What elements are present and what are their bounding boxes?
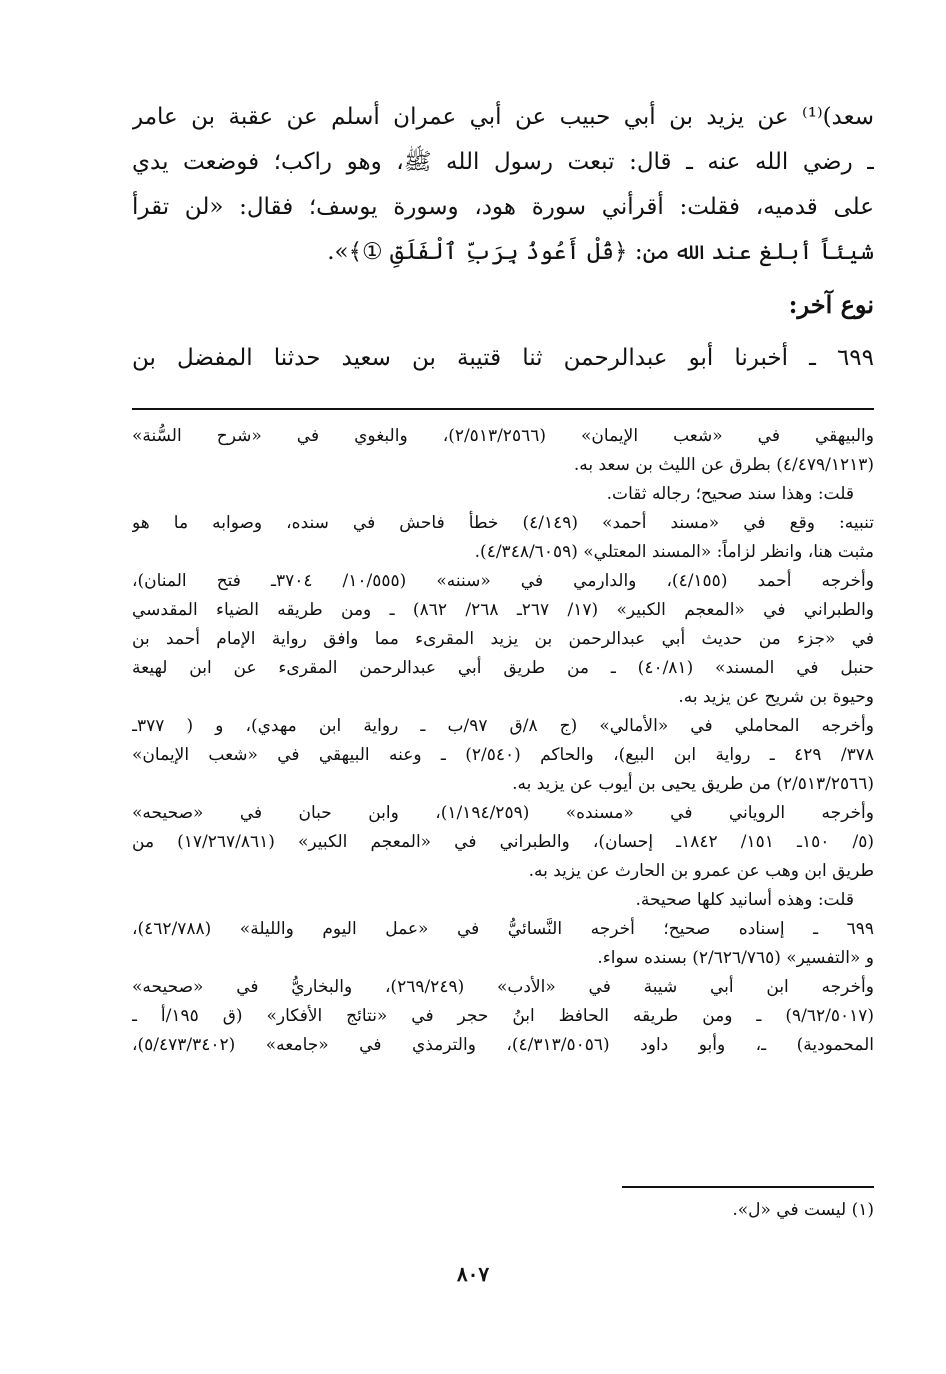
section-heading-block — [132, 282, 874, 327]
commentary — [132, 422, 874, 1060]
commentary-line: و «التفسير» (٢/٦٢٦/٧٦٥) بسنده سواء. — [597, 948, 874, 968]
commentary-line: (٥/ ١٥٠ـ ١٥١/ ١٨٤٢ـ إحسان)، والطبراني في «المعجم الكبير» (١٧/٢٦٧/٨٦١) من — [132, 832, 874, 852]
commentary-line: والطبراني في «المعجم الكبير» (١٧/ ٢٦٧ـ ٢٦٨/ ٨٦٢) ـ ومن طريقه الضياء المقدسي — [132, 600, 874, 620]
commentary-line: في «جزء من حديث أبي عبدالرحمن بن يزيد المقرىء مما وافق رواية الإمام أحمد بن — [132, 629, 874, 649]
footnote: (١) ليست في «ل». — [732, 1200, 874, 1220]
commentary-line: مثبت هنا، وانظر لزاماً: «المسند المعتلي» (٤/٣٤٨/٦٠٥٩). — [474, 542, 874, 562]
commentary-line: تنبيه: وقع في «مسند أحمد» (٤/١٤٩) خطأ فاحش في سنده، وصوابه ما هو — [132, 513, 874, 533]
commentary-line: والبيهقي في «شعب الإيمان» (٢/٥١٣/٢٥٦٦)، والبغوي في «شرح السُّنة» — [132, 426, 874, 446]
commentary-line: (٤/٤٧٩/١٢١٣) بطرق عن الليث بن سعد به. — [573, 455, 874, 475]
commentary-line: (٩/٦٢/٥٠١٧) ـ ومن طريقه الحافظ ابنُ حجر في «نتائج الأفكار» (ق ١٩٥/أ ـ — [132, 1006, 874, 1026]
main-line: شيئاً أبلغ عند الله من: ﴿قُلْ أَعُوذُ بِرَبِّ ٱلْفَلَقِ ①﴾». — [327, 239, 874, 265]
main-line: ـ رضي الله عنه ـ قال: تبعت رسول الله ﷺ، وهو راكب؛ فوضعت يدي — [132, 149, 874, 175]
hadith-text — [132, 336, 874, 381]
commentary-line: (٢/٥١٣/٢٥٦٦) من طريق يحيى بن أيوب عن يزيد به. — [512, 774, 874, 794]
commentary-line: ٦٩٩ ـ إسناده صحيح؛ أخرجه النَّسائيُّ في «عمل اليوم والليلة» (٤٦٢/٧٨٨)، — [132, 919, 874, 939]
footnote-separator — [622, 1186, 874, 1188]
footnote-divider — [132, 408, 874, 410]
commentary-line: طريق ابن وهب عن عمرو بن الحارث عن يزيد به. — [528, 861, 874, 881]
hadith-line: ٦٩٩ ـ أخبرنا أبو عبدالرحمن ثنا قتيبة بن سعيد حدثنا المفضل بن — [132, 345, 874, 371]
commentary-line: وأخرجه الروياني في «مسنده» (١/١٩٤/٢٥٩)، وابن حبان في «صحيحه» — [132, 803, 874, 823]
commentary-line: وأخرجه أحمد (٤/١٥٥)، والدارمي في «سننه» (١٠/٥٥٥/ ٣٧٠٤ـ فتح المنان)، — [132, 571, 874, 591]
commentary-line: ٣٧٨/ ٤٢٩ ـ رواية ابن البيع)، والحاكم (٢/٥٤٠) ـ وعنه البيهقي في «شعب الإيمان» — [132, 745, 874, 765]
commentary-line: قلت: وهذا سند صحيح؛ رجاله ثقات. — [606, 484, 854, 504]
main-line: سعد)⁽¹⁾ عن يزيد بن أبي حبيب عن أبي عمران أسلم عن عقبة بن عامر — [132, 104, 874, 130]
commentary-line: وأخرجه ابن أبي شيبة في «الأدب» (٢٦٩/٢٤٩)، والبخاريُّ في «صحيحه» — [132, 977, 874, 997]
main-line: على قدميه، فقلت: أقرأني سورة هود، وسورة يوسف؛ فقال: «لن تقرأ — [132, 194, 874, 220]
commentary-line: المحمودية) ـ، وأبو داود (٤/٣١٣/٥٠٥٦)، والترمذي في «جامعه» (٥/٤٧٣/٣٤٠٢)، — [132, 1035, 874, 1055]
page-number: ٨٠٧ — [456, 1262, 490, 1286]
commentary-line: حنبل في المسند» (٤٠/٨١) ـ من طريق أبي عبدالرحمن المقرىء عن ابن لهيعة — [132, 658, 874, 678]
main-text — [132, 95, 874, 275]
commentary-line: وأخرجه المحاملي في «الأمالي» (ج ٨/ق ٩٧/ب ـ رواية ابن مهدي)، و ( ٣٧٧ـ — [132, 716, 874, 736]
commentary-line: وحيوة بن شريح عن يزيد به. — [678, 687, 874, 707]
commentary-line: قلت: وهذه أسانيد كلها صحيحة. — [635, 890, 854, 910]
section-heading: نوع آخر: — [788, 290, 874, 319]
